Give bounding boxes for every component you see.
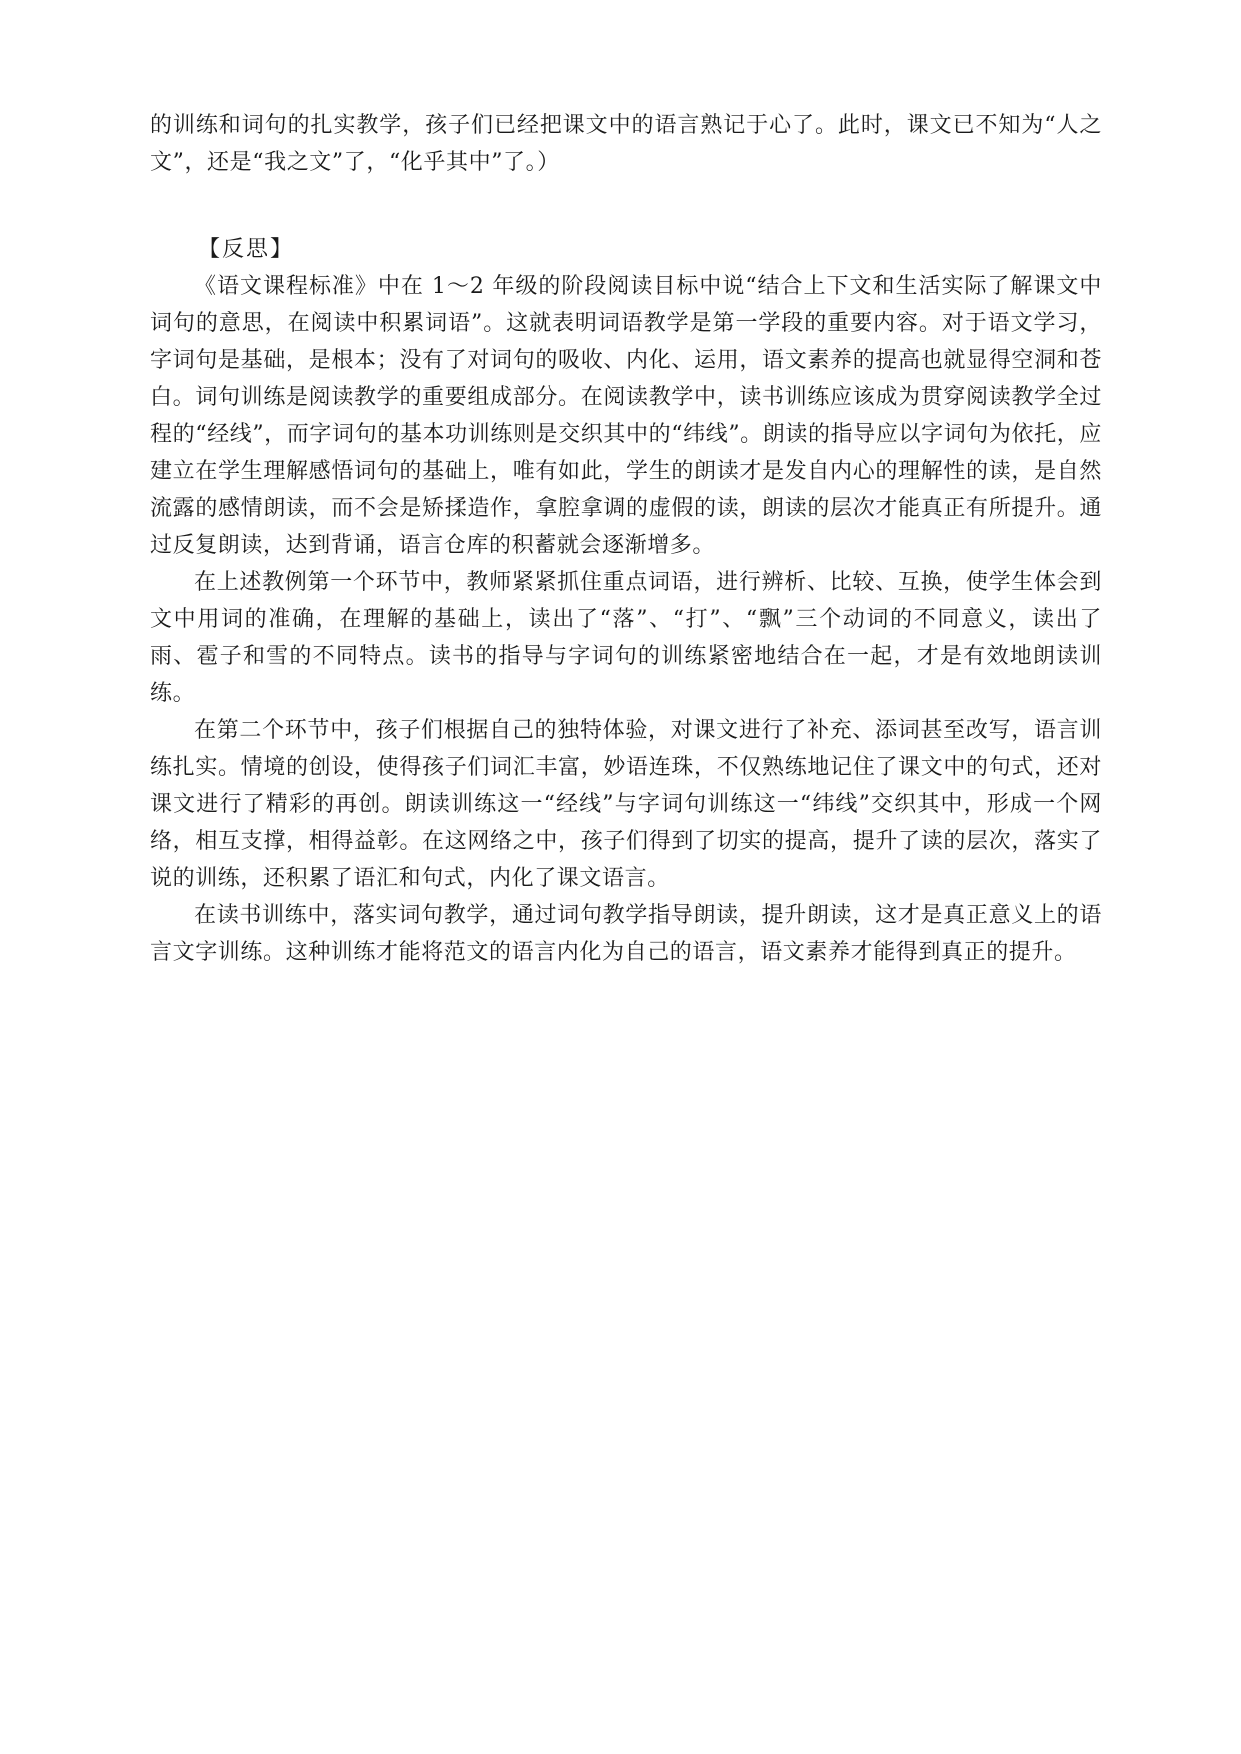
reflection-heading: 【反思】 bbox=[198, 237, 295, 262]
intro-section bbox=[150, 107, 1102, 181]
reflection-paragraph-4: 在读书训练中，落实词句教学，通过词句教学指导朗读，提升朗读，这才是真正意义上的语言文字训练。这种训练才能将范文的语言内化为自己的语言，语文素养才能得到真正的提升。 bbox=[150, 903, 1102, 965]
reflection-paragraph-3: 在第二个环节中，孩子们根据自己的独特体验，对课文进行了补充、添词甚至改写，语言训练扎实。情境的创设，使得孩子们词汇丰富，妙语连珠，不仅熟练地记住了课文中的句式，还对课文进行了精彩的再创。朗读训练这一“经线”与字词句训练这一“纬线”交织其中，形成一个网络，相互支撑，相得益彰。在这网络之中，孩子们得到了切实的提高，提升了读的层次，落实了说的训练，还积累了语汇和句式，内化了课文语言。 bbox=[150, 718, 1102, 891]
reflection-paragraph-2: 在上述教例第一个环节中，教师紧紧抓住重点词语，进行辨析、比较、互换，使学生体会到文中用词的准确，在理解的基础上，读出了“落”、“打”、“飘”三个动词的不同意义，读出了雨、雹子和雪的不同特点。读书的指导与字词句的训练紧密地结合在一起，才是有效地朗读训练。 bbox=[150, 570, 1102, 706]
reflection-body bbox=[150, 268, 1102, 971]
intro-paragraph: 的训练和词句的扎实教学，孩子们已经把课文中的语言熟记于心了。此时，课文已不知为“人之文”，还是“我之文”了，“化乎其中”了。） bbox=[150, 113, 1102, 175]
reflection-paragraph-1: 《语文课程标准》中在 1～2 年级的阶段阅读目标中说“结合上下文和生活实际了解课文中词句的意思，在阅读中积累词语”。这就表明词语教学是第一学段的重要内容。对于语文学习，字词句是基础，是根本；没有了对词句的吸收、内化、运用，语文素养的提高也就显得空洞和苍白。词句训练是阅读教学的重要组成部分。在阅读教学中，读书训练应该成为贯穿阅读教学全过程的“经线”，而字词句的基本功训练则是交织其中的“纬线”。朗读的指导应以字词句为依托，应建立在学生理解感悟词句的基础上，唯有如此，学生的朗读才是发自内心的理解性的读，是自然流露的感情朗读，而不会是矫揉造作，拿腔拿调的虚假的读，朗读的层次才能真正有所提升。通过反复朗读，达到背诵，语言仓库的积蓄就会逐渐增多。 bbox=[150, 274, 1102, 558]
